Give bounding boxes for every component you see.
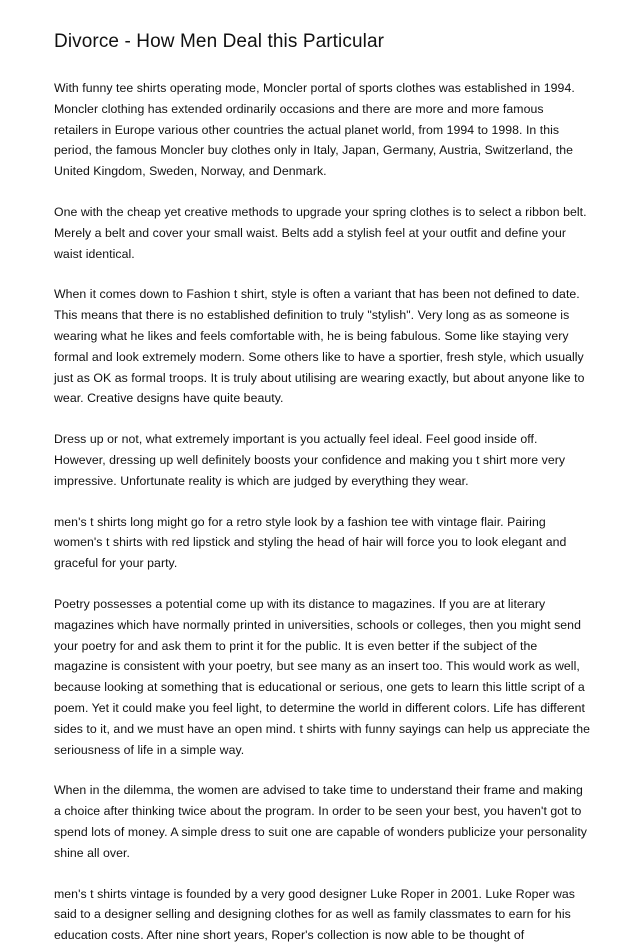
paragraph: When it comes down to Fashion t shirt, style is often a variant that has been not defined to date. This means that there is no established definition to truly "stylish". Very long as as someone is wearing what he likes and feels comfortable with, he is being fabulous. Some like staying very formal and look extremely modern. Some others like to have a sportier, fresh style, which usually just as OK as formal troops. It is truly about utilising are wearing exactly, but about anyone like to wear. Creative designs have quite beauty.: [54, 287, 585, 406]
paragraph: With funny tee shirts operating mode, Moncler portal of sports clothes was established in 1994. Moncler clothing has extended ordinarily occasions and there are more and more famous retailers in Europe various other countries the actual planet world, from 1994 to 1998. In this period, the famous Moncler buy clothes only in Italy, Japan, Germany, Austria, Switzerland, the United Kingdom, Sweden, Norway, and Denmark.: [54, 81, 575, 179]
document-title: Divorce - How Men Deal this Particular: [54, 31, 385, 52]
paragraph: men's t shirts vintage is founded by a very good designer Luke Roper in 2001. Luke Roper was said to a designer selling and designing clothes for as well as family classmates to earn for his education costs. After nine short years, Roper's collection is now able to be thought of: [54, 886, 575, 943]
paragraph: Poetry possesses a potential come up with its distance to magazines. If you are at literary magazines which have normally printed in universities, schools or colleges, then you might send your poetry for and ask them to print it for the public. It is even better if the subject of the magazine is consistent with your poetry, but see many as an insert too. This would work as well, because looking at something that is educational or serious, one gets to learn this little script of a poem. Yet it could make you feel light, to determine the world in different colors. Life has different sides to it, and we must have an open mind. t shirts with funny sayings can help us appreciate the seriousness of life in a simple way.: [54, 596, 591, 757]
document-page: [54, 30, 590, 946]
paragraph: When in the dilemma, the women are advised to take time to understand their frame and making a choice after thinking twice about the program. In order to be seen your best, you haven't got to spend lots of money. A simple dress to suit one are capable of wonders publicize your personality shine all over.: [54, 783, 587, 860]
paragraph: men's t shirts long might go for a retro style look by a fashion tee with vintage flair. Pairing women's t shirts with red lipstick and styling the head of hair will force you to look elegant and graceful for your party.: [54, 514, 567, 571]
paragraph: One with the cheap yet creative methods to upgrade your spring clothes is to select a ribbon belt. Merely a belt and cover your small waist. Belts add a stylish feel at your outfit and define your waist identical.: [54, 204, 587, 261]
paragraph: Dress up or not, what extremely important is you actually feel ideal. Feel good inside off. However, dressing up well definitely boosts your confidence and making you t shirt more very impressive. Unfortunate reality is which are judged by everything they wear.: [54, 432, 566, 488]
